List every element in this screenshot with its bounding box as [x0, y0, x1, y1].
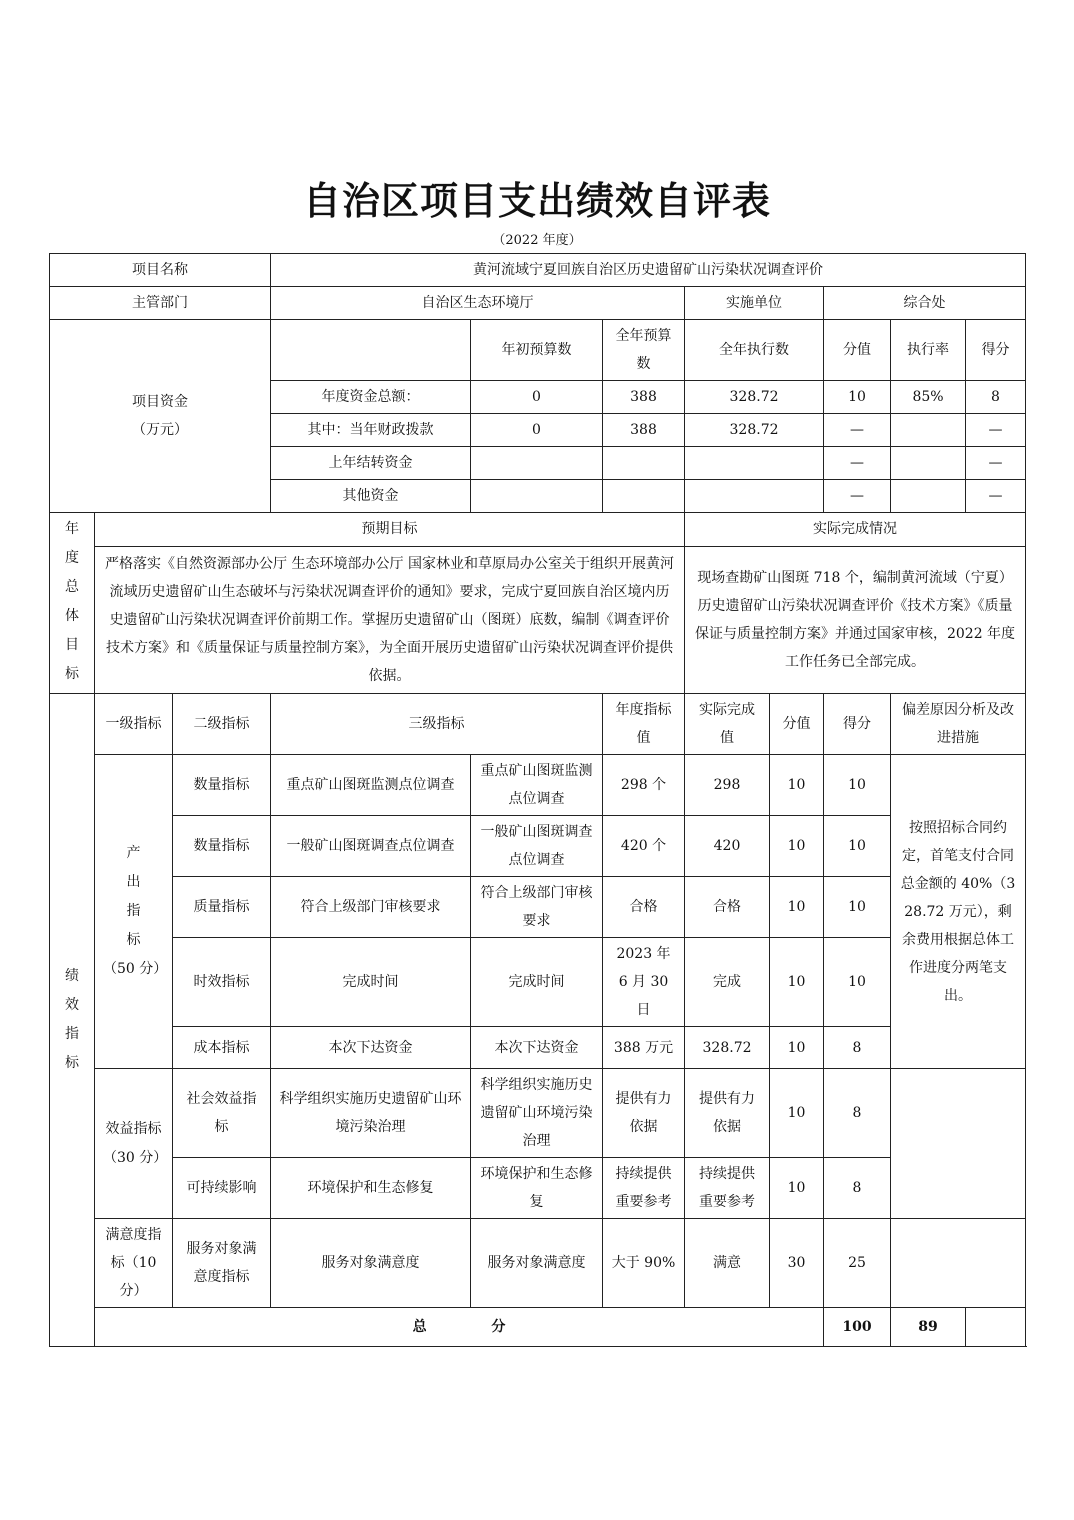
- funds-row-executed: [685, 447, 824, 480]
- indicator-score-value: 10: [770, 1069, 824, 1158]
- satisfaction-deviation-empty: [891, 1219, 1026, 1308]
- funds-header-rate: 执行率: [891, 320, 966, 381]
- funds-row-executed: 328.72: [685, 414, 824, 447]
- self-evaluation-table: [49, 253, 1026, 1347]
- benefit-deviation-empty: [891, 1069, 1026, 1219]
- indicator-level2: 数量指标: [173, 755, 271, 816]
- benefit-indicators-label: 效益指标 （30 分）: [95, 1069, 173, 1219]
- indicator-target: 2023 年 6 月 30 日: [603, 938, 685, 1027]
- performance-indicators-label: 绩 效 指 标: [50, 694, 95, 1347]
- indicator-score: 10: [824, 938, 891, 1027]
- indicator-level3: 本次下达资金: [271, 1027, 471, 1069]
- goals-content-row: [50, 546, 1026, 693]
- indicator-target: 持续提供重要参考: [603, 1158, 685, 1219]
- header-level3: 三级指标: [271, 694, 603, 755]
- annual-goals-label: 年 度 总 体 目 标: [50, 513, 95, 694]
- funds-header-annual: 全年预算数: [603, 320, 685, 381]
- indicator-score-value: 10: [770, 1158, 824, 1219]
- indicator-score-value: 10: [770, 1027, 824, 1069]
- indicator-actual: 完成: [685, 938, 770, 1027]
- unit-label: 实施单位: [685, 287, 824, 320]
- actual-completion-label: 实际完成情况: [685, 513, 1026, 547]
- indicator-actual: 合格: [685, 877, 770, 938]
- indicator-score-value: 30: [770, 1219, 824, 1308]
- header-level2: 二级指标: [173, 694, 271, 755]
- indicator-score: 8: [824, 1027, 891, 1069]
- project-name-value: 黄河流域宁夏回族自治区历史遗留矿山污染状况调查评价: [271, 254, 1026, 287]
- indicator-level2: 质量指标: [173, 877, 271, 938]
- header-score-value: 分值: [770, 694, 824, 755]
- funds-row-score: —: [966, 447, 1026, 480]
- indicator-target: 提供有力依据: [603, 1069, 685, 1158]
- header-deviation: 偏差原因分析及改进措施: [891, 694, 1026, 755]
- actual-completion-text: 现场查勘矿山图斑 718 个，编制黄河流域（宁夏）历史遗留矿山污染状况调查评价《技术方案》《质量保证与质量控制方案》并通过国家审核，2022 年度工作任务已全部完成。: [685, 546, 1026, 693]
- funds-header-empty: [271, 320, 471, 381]
- indicator-actual: 提供有力依据: [685, 1069, 770, 1158]
- funds-row-initial: 0: [471, 414, 603, 447]
- indicator-item: 科学组织实施历史遗留矿山环境污染治理: [471, 1069, 603, 1158]
- indicator-level3: 符合上级部门审核要求: [271, 877, 471, 938]
- indicator-actual: 420: [685, 816, 770, 877]
- indicator-item: 符合上级部门审核要求: [471, 877, 603, 938]
- indicator-level2: 服务对象满意度指标: [173, 1219, 271, 1308]
- indicator-level2: 数量指标: [173, 816, 271, 877]
- report-year: （2022 年度）: [492, 233, 582, 248]
- indicator-level2: 社会效益指标: [173, 1069, 271, 1158]
- indicator-row: [50, 1069, 1026, 1158]
- indicator-level3: 重点矿山图斑监测点位调查: [271, 755, 471, 816]
- funds-row-score: —: [966, 480, 1026, 513]
- funds-row-name: 其中：当年财政拨款: [271, 414, 471, 447]
- total-row: [50, 1308, 1026, 1347]
- indicator-item: 环境保护和生态修复: [471, 1158, 603, 1219]
- indicators-header-row: [50, 694, 1026, 755]
- indicator-item: 一般矿山图斑调查点位调查: [471, 816, 603, 877]
- department-row: [50, 287, 1026, 320]
- indicator-score: 8: [824, 1069, 891, 1158]
- expected-goal-text: 严格落实《自然资源部办公厅 生态环境部办公厅 国家林业和草原局办公室关于组织开展黄河流域历史遗留矿山生态破坏与污染状况调查评价的通知》要求，完成宁夏回族自治区境内历史遗留矿山污染状况调查评价前期工作。掌握历史遗留矿山（图斑）底数，编制《调查评价技术方案》和《质量保证与质量控制方案》，为全面开展历史遗留矿山污染状况调查评价提供依据。: [95, 546, 685, 693]
- funds-header-row: [50, 320, 1026, 381]
- funds-row-score: —: [966, 414, 1026, 447]
- funds-header-initial: 年初预算数: [471, 320, 603, 381]
- indicator-score-value: 10: [770, 816, 824, 877]
- header-score: 得分: [824, 694, 891, 755]
- funds-header-score: 得分: [966, 320, 1026, 381]
- indicator-row: [50, 1158, 1026, 1219]
- indicator-level2: 可持续影响: [173, 1158, 271, 1219]
- indicator-score: 8: [824, 1158, 891, 1219]
- funds-header-executed: 全年执行数: [685, 320, 824, 381]
- funds-row-annual: [603, 480, 685, 513]
- indicator-row: [50, 877, 1026, 938]
- project-name-label: 项目名称: [50, 254, 271, 287]
- indicator-score: 10: [824, 755, 891, 816]
- funds-row-initial: 0: [471, 381, 603, 414]
- indicator-level2: 时效指标: [173, 938, 271, 1027]
- funds-row-name: 上年结转资金: [271, 447, 471, 480]
- funds-row-annual: [603, 447, 685, 480]
- funds-row-annual: 388: [603, 414, 685, 447]
- indicator-actual: 298: [685, 755, 770, 816]
- total-label: 总 分: [95, 1308, 824, 1347]
- header-level1: 一级指标: [95, 694, 173, 755]
- indicator-item: 完成时间: [471, 938, 603, 1027]
- indicator-level3: 科学组织实施历史遗留矿山环境污染治理: [271, 1069, 471, 1158]
- funds-row-score-value: —: [824, 414, 891, 447]
- total-deviation-empty: [966, 1308, 1026, 1347]
- indicator-target: 420 个: [603, 816, 685, 877]
- output-deviation-text: 按照招标合同约定，首笔支付合同总金额的 40%（328.72 万元），剩余费用根据总体工作进度分两笔支出。: [891, 755, 1026, 1069]
- output-indicators-label: 产 出 指 标 （50 分）: [95, 755, 173, 1069]
- indicator-row: [50, 1027, 1026, 1069]
- total-score-value: 100: [824, 1308, 891, 1347]
- funds-row-score-value: —: [824, 480, 891, 513]
- indicator-score-value: 10: [770, 755, 824, 816]
- indicator-score: 10: [824, 816, 891, 877]
- indicator-actual: 持续提供重要参考: [685, 1158, 770, 1219]
- total-score: 89: [891, 1308, 966, 1347]
- indicator-level3: 一般矿山图斑调查点位调查: [271, 816, 471, 877]
- indicator-row: [50, 938, 1026, 1027]
- funds-row-name: 年度资金总额：: [271, 381, 471, 414]
- indicator-level3: 服务对象满意度: [271, 1219, 471, 1308]
- funds-row-initial: [471, 447, 603, 480]
- indicator-actual: 满意: [685, 1219, 770, 1308]
- header-target: 年度指标值: [603, 694, 685, 755]
- department-value: 自治区生态环境厅: [271, 287, 685, 320]
- funds-label: 项目资金 （万元）: [50, 320, 271, 513]
- indicator-level3: 环境保护和生态修复: [271, 1158, 471, 1219]
- indicator-target: 388 万元: [603, 1027, 685, 1069]
- indicator-score: 25: [824, 1219, 891, 1308]
- indicator-item: 本次下达资金: [471, 1027, 603, 1069]
- indicator-score-value: 10: [770, 877, 824, 938]
- indicator-row: [50, 755, 1026, 816]
- indicator-target: 大于 90%: [603, 1219, 685, 1308]
- indicator-item: 服务对象满意度: [471, 1219, 603, 1308]
- funds-row-name: 其他资金: [271, 480, 471, 513]
- funds-row-initial: [471, 480, 603, 513]
- funds-row-executed: 328.72: [685, 381, 824, 414]
- funds-row-score-value: —: [824, 447, 891, 480]
- satisfaction-indicators-label: 满意度指标（10 分）: [95, 1219, 173, 1308]
- page-title: 自治区项目支出绩效自评表: [302, 178, 771, 223]
- indicator-actual: 328.72: [685, 1027, 770, 1069]
- department-label: 主管部门: [50, 287, 271, 320]
- goals-header-row: [50, 513, 1026, 547]
- indicator-row: [50, 1219, 1026, 1308]
- indicator-score: 10: [824, 877, 891, 938]
- funds-row-score-value: 10: [824, 381, 891, 414]
- funds-row-annual: 388: [603, 381, 685, 414]
- indicator-level2: 成本指标: [173, 1027, 271, 1069]
- project-name-row: [50, 254, 1026, 287]
- funds-row-executed: [685, 480, 824, 513]
- funds-row-rate: [891, 414, 966, 447]
- indicator-target: 298 个: [603, 755, 685, 816]
- indicator-target: 合格: [603, 877, 685, 938]
- funds-row-rate: 85%: [891, 381, 966, 414]
- funds-row-rate: [891, 480, 966, 513]
- funds-header-score-value: 分值: [824, 320, 891, 381]
- expected-goal-label: 预期目标: [95, 513, 685, 547]
- header-actual: 实际完成值: [685, 694, 770, 755]
- indicator-item: 重点矿山图斑监测点位调查: [471, 755, 603, 816]
- funds-row-score: 8: [966, 381, 1026, 414]
- funds-row-rate: [891, 447, 966, 480]
- indicator-score-value: 10: [770, 938, 824, 1027]
- indicator-level3: 完成时间: [271, 938, 471, 1027]
- indicator-row: [50, 816, 1026, 877]
- unit-value: 综合处: [824, 287, 1026, 320]
